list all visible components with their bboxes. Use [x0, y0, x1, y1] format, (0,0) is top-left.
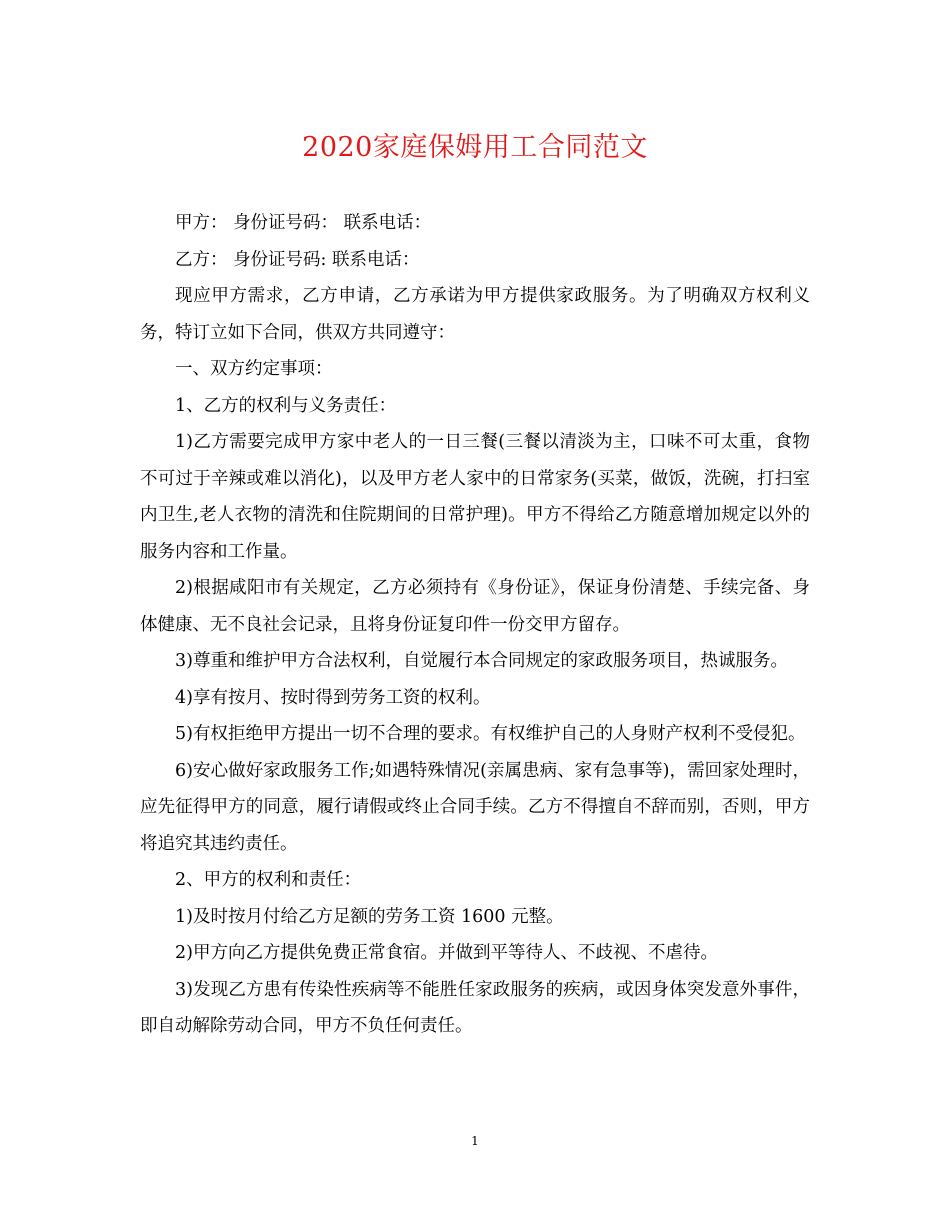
- party-b-line: 乙方： 身份证号码: 联系电话：: [175, 249, 420, 270]
- party-b-clause-5: 5)有权拒绝甲方提出一切不合理的要求。有权维护自己的人身财产权利不受侵犯。: [175, 724, 806, 744]
- party-a-line: 甲方： 身份证号码： 联系电话：: [175, 213, 432, 233]
- section-heading-agreed-items: 一、双方约定事项：: [175, 359, 333, 379]
- document-body: [140, 205, 810, 1045]
- preamble-paragraph: 现应甲方需求，乙方申请，乙方承诺为甲方提供家政服务。为了明确双方权利义务，特订立如下合同，供双方共同遵守：: [140, 286, 810, 343]
- party-b-clause-1: 1)乙方需要完成甲方家中老人的一日三餐(三餐以清淡为主，口味不可太重，食物不可过于辛辣或难以消化)，以及甲方老人家中的日常家务(买菜，做饭，洗碗，打扫室内卫生,老人衣物的清洗和住院期间的日常护理)。甲方不得给乙方随意增加规定以外的服务内容和工作量。: [140, 432, 810, 562]
- party-b-clause-6: 6)安心做好家政服务工作;如遇特殊情况(亲属患病、家有急事等)，需回家处理时，应先征得甲方的同意，履行请假或终止合同手续。乙方不得擅自不辞而别，否则，甲方将追究其违约责任。: [140, 760, 810, 854]
- subsection-heading-party-a-duties: 2、甲方的权利和责任：: [175, 870, 362, 890]
- party-b-clause-4: 4)享有按月、按时得到劳务工资的权利。: [175, 687, 491, 708]
- party-a-clause-2: 2)甲方向乙方提供免费正常食宿。并做到平等待人、不歧视、不虐待。: [175, 943, 718, 963]
- subsection-heading-party-b-duties: 1、乙方的权利与义务责任：: [175, 395, 397, 416]
- party-a-clause-3: 3)发现乙方患有传染性疾病等不能胜任家政服务的疾病，或因身体突发意外事件，即自动解除劳动合同，甲方不负任何责任。: [140, 979, 810, 1036]
- page-number: 1: [471, 1134, 479, 1148]
- document-title: 2020家庭保姆用工合同范文: [302, 132, 648, 163]
- party-b-clause-2: 2)根据咸阳市有关规定，乙方必须持有《身份证》，保证身份清楚、手续完备、身体健康、无不良社会记录，且将身份证复印件一份交甲方留存。: [140, 578, 810, 635]
- party-b-clause-3: 3)尊重和维护甲方合法权利，自觉履行本合同规定的家政服务项目，热诚服务。: [175, 651, 788, 671]
- party-a-clause-1: 1)及时按月付给乙方足额的劳务工资 1600 元整。: [175, 906, 564, 927]
